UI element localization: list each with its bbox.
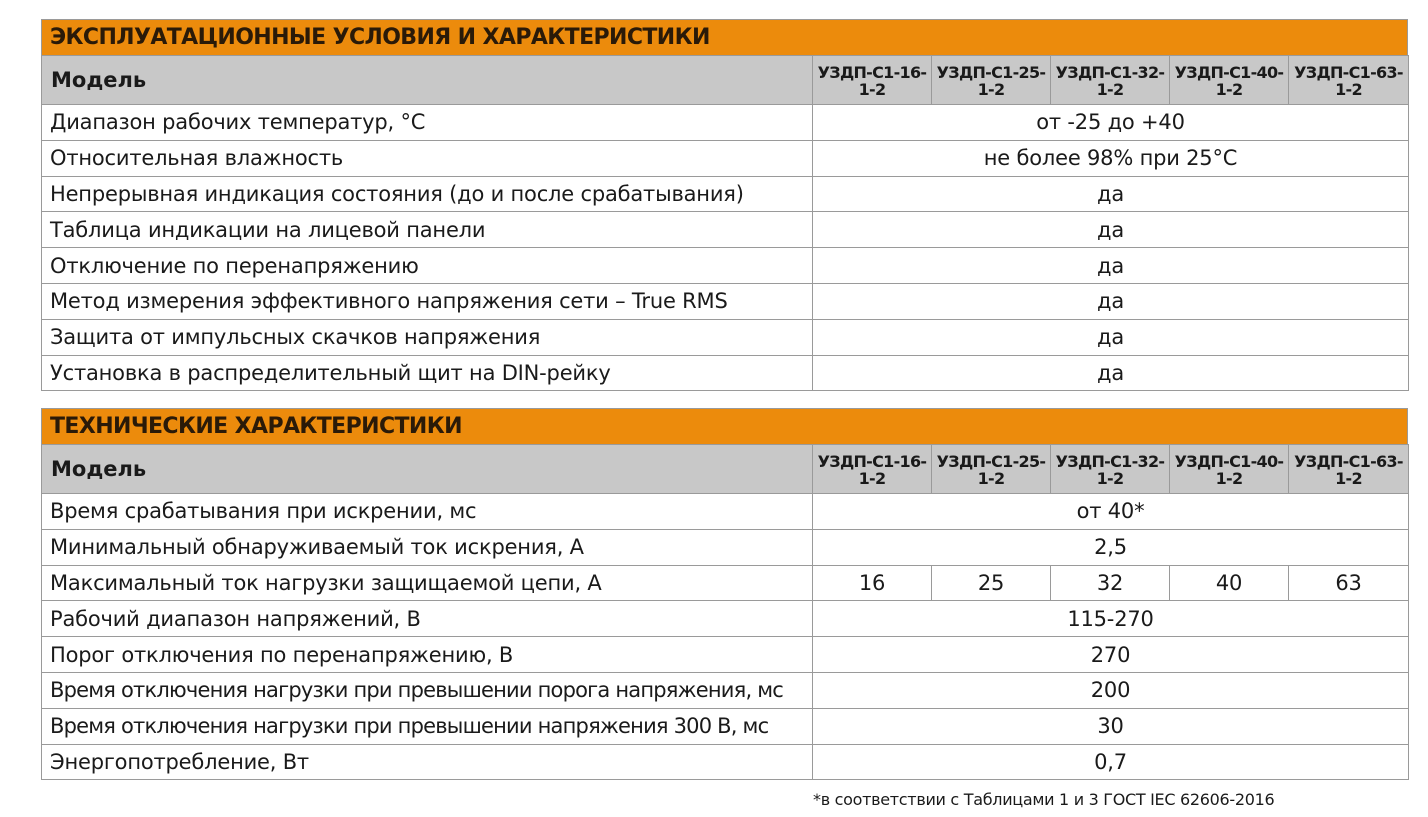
row-label: Время отключения нагрузки при превышении порога напряжения, мс: [42, 672, 813, 708]
row-label: Метод измерения эффективного напряжения сети – True RMS: [42, 283, 813, 319]
table-row: [42, 637, 1409, 673]
row-label: Отключение по перенапряжению: [42, 248, 813, 284]
row-label: Время отключения нагрузки при превышении напряжения 300 В, мс: [42, 708, 813, 744]
table-row: [42, 744, 1409, 780]
operating-conditions-section: [41, 19, 1408, 391]
row-value: да: [813, 283, 1409, 319]
row-value: да: [813, 176, 1409, 212]
row-label: Таблица индикации на лицевой панели: [42, 212, 813, 248]
row-value: от -25 до +40: [813, 105, 1409, 141]
table-row: [42, 529, 1409, 565]
table-row: [42, 140, 1409, 176]
table-row: [42, 672, 1409, 708]
row-label: Относительная влажность: [42, 140, 813, 176]
row-value: да: [813, 212, 1409, 248]
table-row: [42, 708, 1409, 744]
model-header: Модель: [42, 445, 813, 494]
row-value: от 40*: [813, 494, 1409, 530]
row-label: Энергопотребление, Вт: [42, 744, 813, 780]
technical-specs-table: [41, 444, 1409, 780]
model-column-header: УЗДП-С1-32- 1-2: [1051, 445, 1170, 494]
row-label: Непрерывная индикация состояния (до и после срабатывания): [42, 176, 813, 212]
table-row: [42, 319, 1409, 355]
operating-conditions-table: [41, 55, 1409, 391]
model-column-header: УЗДП-С1-40- 1-2: [1170, 445, 1289, 494]
model-column-header: УЗДП-С1-25- 1-2: [932, 56, 1051, 105]
row-value: 115-270: [813, 601, 1409, 637]
row-value: 16: [813, 565, 932, 601]
row-value: 63: [1289, 565, 1409, 601]
model-column-header: УЗДП-С1-16- 1-2: [813, 445, 932, 494]
model-header: Модель: [42, 56, 813, 105]
model-column-header: УЗДП-С1-40- 1-2: [1170, 56, 1289, 105]
row-label: Защита от импульсных скачков напряжения: [42, 319, 813, 355]
row-value: 30: [813, 708, 1409, 744]
section-title: ТЕХНИЧЕСКИЕ ХАРАКТЕРИСТИКИ: [41, 408, 1408, 444]
section-title: ЭКСПЛУАТАЦИОННЫЕ УСЛОВИЯ И ХАРАКТЕРИСТИКИ: [41, 19, 1408, 55]
footnote: *в соответствии с Таблицами 1 и 3 ГОСТ IEC 62606-2016: [813, 790, 1275, 809]
row-value: 270: [813, 637, 1409, 673]
model-column-header: УЗДП-С1-63- 1-2: [1289, 56, 1409, 105]
table-row: [42, 105, 1409, 141]
row-label: Установка в распределительный щит на DIN-рейку: [42, 355, 813, 391]
table-row: [42, 248, 1409, 284]
model-column-header: УЗДП-С1-16- 1-2: [813, 56, 932, 105]
row-label: Минимальный обнаруживаемый ток искрения, А: [42, 529, 813, 565]
row-label: Диапазон рабочих температур, °С: [42, 105, 813, 141]
row-value: 25: [932, 565, 1051, 601]
table-row: [42, 176, 1409, 212]
table-row: [42, 212, 1409, 248]
row-value: да: [813, 355, 1409, 391]
model-column-header: УЗДП-С1-32- 1-2: [1051, 56, 1170, 105]
row-value: 2,5: [813, 529, 1409, 565]
row-label: Максимальный ток нагрузки защищаемой цепи, А: [42, 565, 813, 601]
table-row: [42, 601, 1409, 637]
row-label: Порог отключения по перенапряжению, В: [42, 637, 813, 673]
table-row: [42, 355, 1409, 391]
row-value: 200: [813, 672, 1409, 708]
row-value: 40: [1170, 565, 1289, 601]
table-row: [42, 565, 1409, 601]
table-header-row: [42, 56, 1409, 105]
row-value: да: [813, 319, 1409, 355]
model-column-header: УЗДП-С1-25- 1-2: [932, 445, 1051, 494]
row-value: да: [813, 248, 1409, 284]
row-label: Время срабатывания при искрении, мс: [42, 494, 813, 530]
technical-specs-section: [41, 408, 1408, 780]
table-row: [42, 494, 1409, 530]
row-value: 0,7: [813, 744, 1409, 780]
model-column-header: УЗДП-С1-63- 1-2: [1289, 445, 1409, 494]
row-label: Рабочий диапазон напряжений, В: [42, 601, 813, 637]
table-header-row: [42, 445, 1409, 494]
row-value: не более 98% при 25°С: [813, 140, 1409, 176]
table-row: [42, 283, 1409, 319]
row-value: 32: [1051, 565, 1170, 601]
